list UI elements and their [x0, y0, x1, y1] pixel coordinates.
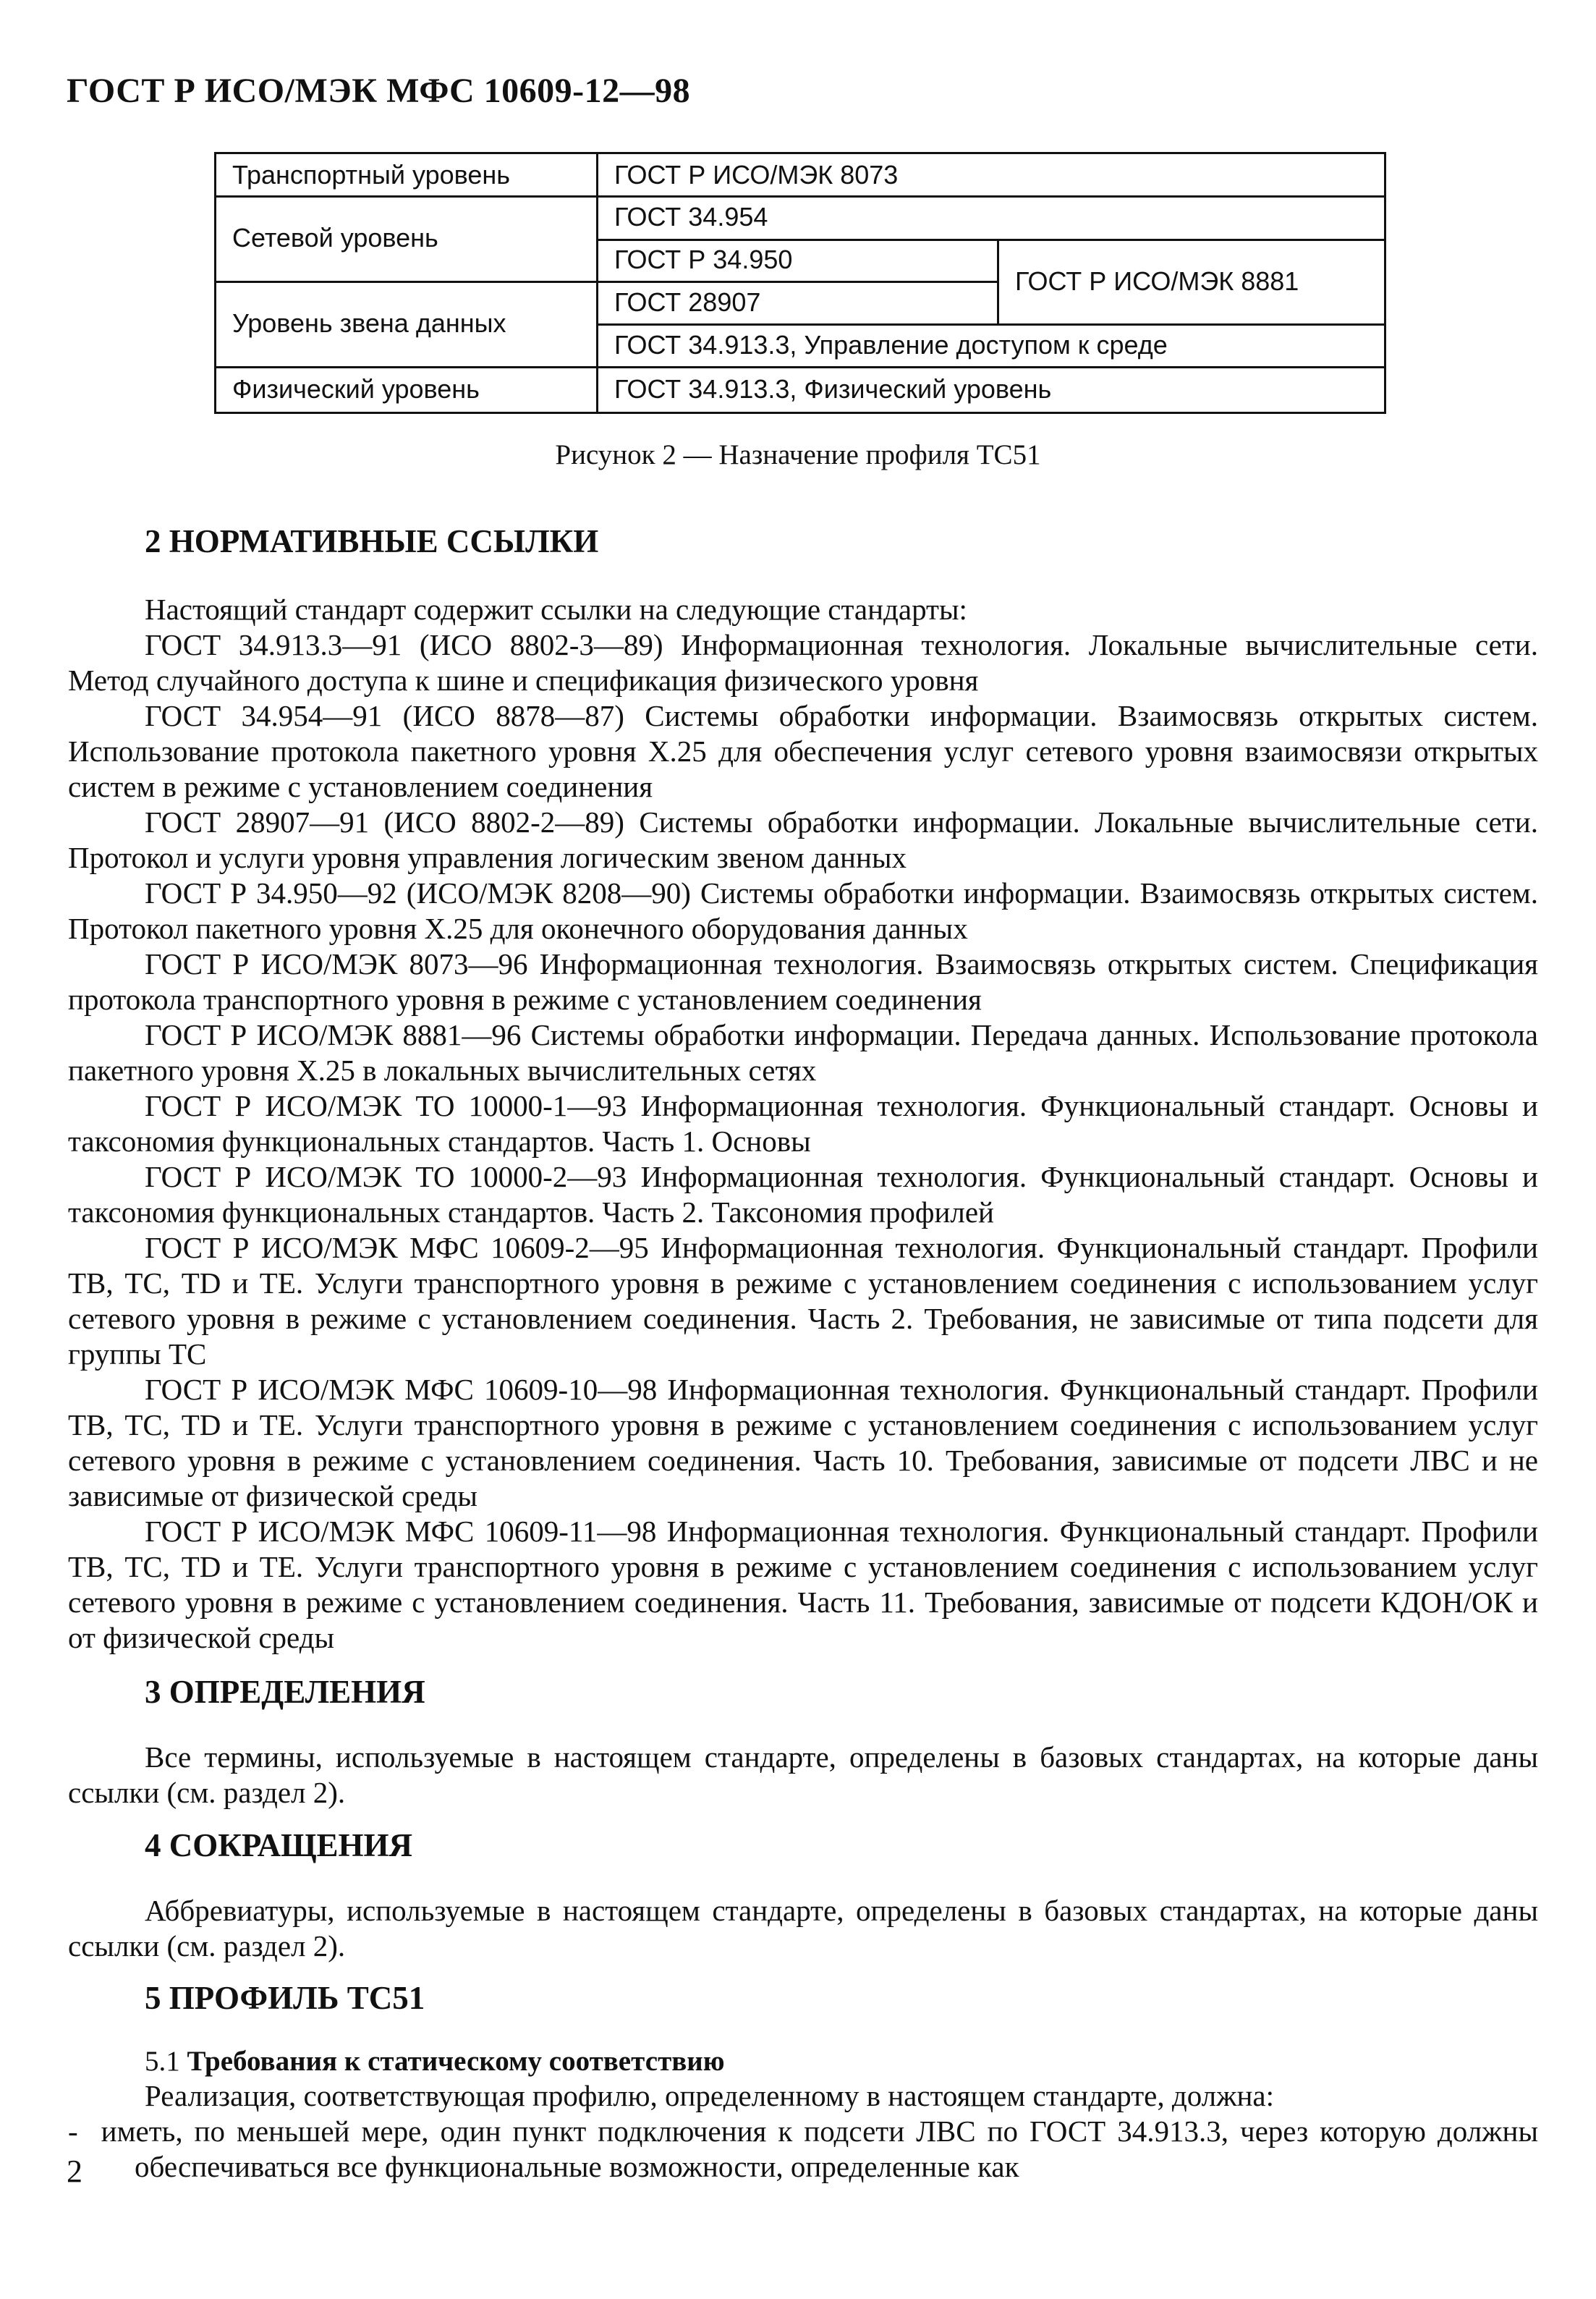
reference-item: ГОСТ Р ИСО/МЭК 8881—96 Системы обработки информации. Передача данных. Использование протокола пакетного уровня Х.25 в локальных вычислительных сетях [68, 1018, 1538, 1087]
standard-cell: ГОСТ 34.954 [614, 202, 768, 232]
profile-assignment-table [214, 152, 1386, 414]
reference-item: ГОСТ 34.954—91 (ИСО 8878—87) Системы обработки информации. Взаимосвязь открытых систем. Использование протокола пакетного уровня Х.25 для обеспечения услуг сетевого уровня взаимосвязи открытых систем в режиме с установлением соединения [68, 699, 1538, 803]
subsection-number: 5.1 [145, 2046, 180, 2077]
section-5-intro: Реализация, соответствующая профилю, определенному в настоящем стандарте, должна: [145, 2079, 1274, 2112]
standard-cell: ГОСТ 34.913.3, Физический уровень [614, 373, 1052, 404]
reference-item: ГОСТ Р 34.950—92 (ИСО/МЭК 8208—90) Системы обработки информации. Взаимосвязь открытых систем. Протокол пакетного уровня Х.25 для оконечного оборудования данных [68, 876, 1538, 945]
requirement-bullet: - иметь, по меньшей мере, один пункт подключения к подсети ЛВС по ГОСТ 34.913.3, через которую должны обеспечиваться все функциональные возможности, определенные как [68, 2114, 1538, 2183]
standard-cell: ГОСТ 34.913.3, Управление доступом к среде [614, 329, 1168, 360]
reference-item: ГОСТ Р ИСО/МЭК МФС 10609-11—98 Информационная технология. Функциональный стандарт. Профили ТВ, ТС, TD и ТЕ. Услуги транспортного уровня в режиме с установлением соединения с использованием услуг сетевого уровня в режиме с установлением соединения. Часть 11. Требования, зависимые от подсети КДОН/ОК и от физической среды [68, 1515, 1538, 1654]
reference-item: ГОСТ Р ИСО/МЭК ТО 10000-2—93 Информационная технология. Функциональный стандарт. Основы и таксономия функциональных стандартов. Часть 2. Таксономия профилей [68, 1160, 1538, 1229]
layer-datalink-label: Уровень звена данных [232, 308, 506, 338]
reference-item: ГОСТ Р ИСО/МЭК ТО 10000-1—93 Информационная технология. Функциональный стандарт. Основы и таксономия функциональных стандартов. Часть 1. Основы [68, 1089, 1538, 1158]
layer-transport-label: Транспортный уровень [232, 159, 511, 190]
standard-cell: ГОСТ 28907 [614, 287, 761, 317]
reference-item: ГОСТ Р ИСО/МЭК 8073—96 Информационная технология. Взаимосвязь открытых систем. Спецификация протокола транспортного уровня в режиме с установлением соединения [68, 947, 1538, 1016]
figure-caption: Рисунок 2 — Назначение профиля ТС51 [555, 439, 1041, 470]
section-2-intro: Настоящий стандарт содержит ссылки на следующие стандарты: [145, 593, 967, 626]
subsection-title: Требования к статическому соответствию [187, 2046, 725, 2077]
reference-item: ГОСТ Р ИСО/МЭК МФС 10609-10—98 Информационная технология. Функциональный стандарт. Профили ТВ, ТС, TD и ТЕ. Услуги транспортного уровня в режиме с установлением соединения с использованием услуг сетевого уровня в режиме с установлением соединения. Часть 10. Требования, зависимые от подсети ЛВС и не зависимые от физической среды [68, 1373, 1538, 1512]
standard-cell: ГОСТ Р ИСО/МЭК 8073 [614, 159, 899, 190]
section-4-title: 4 СОКРАЩЕНИЯ [145, 1827, 413, 1863]
section-3-text: Все термины, используемые в настоящем стандарте, определены в базовых стандартах, на которые даны ссылки (см. раздел 2). [68, 1740, 1538, 1809]
reference-item: ГОСТ 28907—91 (ИСО 8802-2—89) Системы обработки информации. Локальные вычислительные сети. Протокол и услуги уровня управления логическим звеном данных [68, 805, 1538, 874]
section-3-title: 3 ОПРЕДЕЛЕНИЯ [145, 1674, 425, 1710]
reference-item: ГОСТ Р ИСО/МЭК МФС 10609-2—95 Информационная технология. Функциональный стандарт. Профили ТВ, ТС, TD и ТЕ. Услуги транспортного уровня в режиме с установлением соединения с использованием услуг сетевого уровня в режиме с установлением соединения. Часть 2. Требования, не зависимые от типа подсети для группы ТС [68, 1231, 1538, 1371]
section-2-title: 2 НОРМАТИВНЫЕ ССЫЛКИ [145, 523, 599, 559]
standard-cell: ГОСТ Р ИСО/МЭК 8881 [1015, 266, 1299, 296]
reference-item: ГОСТ 34.913.3—91 (ИСО 8802-3—89) Информационная технология. Локальные вычислительные сети. Метод случайного доступа к шине и спецификация физического уровня [68, 628, 1538, 697]
page-number: 2 [67, 2154, 82, 2189]
section-5-title: 5 ПРОФИЛЬ ТС51 [145, 1980, 425, 2016]
standard-cell: ГОСТ Р 34.950 [614, 245, 793, 274]
section-4-text: Аббревиатуры, используемые в настоящем стандарте, определены в базовых стандартах, на которые даны ссылки (см. раздел 2). [68, 1894, 1538, 1963]
layer-network-label: Сетевой уровень [232, 223, 438, 253]
running-header: ГОСТ Р ИСО/МЭК МФС 10609-12—98 [67, 72, 691, 110]
layer-physical-label: Физический уровень [232, 373, 480, 404]
subsection-5-1-heading [145, 2045, 725, 2078]
